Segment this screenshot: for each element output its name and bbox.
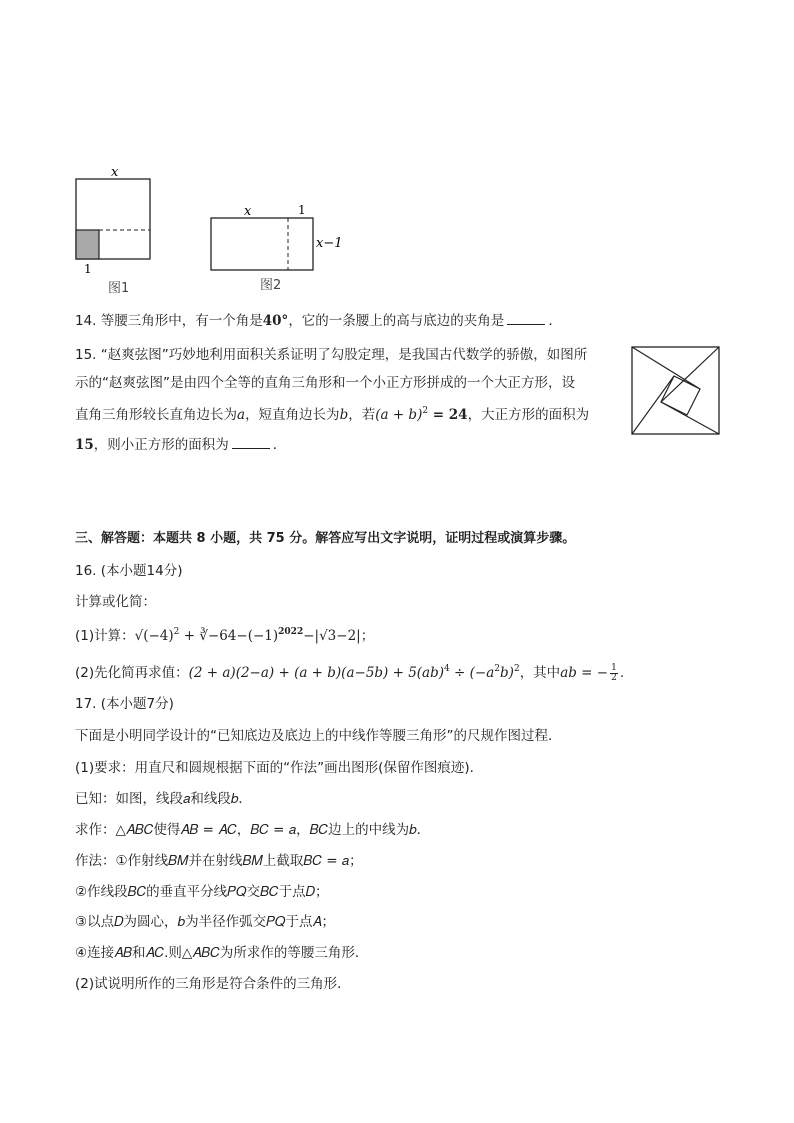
question-17-header: 17. (本小题7分) <box>75 696 174 712</box>
q16-p2-expr-1: (2 + a)(2−a) + (a + b)(a−5b) + 5(ab) <box>188 665 445 681</box>
triangle-edge-3 <box>661 402 719 434</box>
q16-p2-expr-2: ÷ (−a <box>449 665 495 681</box>
q16-p1-end: ； <box>360 628 375 644</box>
question-16-part-1 <box>75 623 374 645</box>
question-17-line-4: 求作：△𝐴𝐵𝐶使得𝐴𝐵 = 𝐴𝐶，𝐵𝐶 = 𝑎，𝐵𝐶边上的中线为𝑏． <box>75 822 431 838</box>
question-15-line-2: 示的“赵爽弦图”是由四个全等的直角三角形和一个小正方形拼成的一个大正方形，设 <box>75 375 575 391</box>
question-17-line-9: (2)试说明所作的三角形是符合条件的三角形． <box>75 976 351 992</box>
inner-square <box>661 376 700 415</box>
figure-2-top-right-label: 1 <box>298 203 306 217</box>
question-15-line-4 <box>75 436 286 454</box>
q16-p2-fraction-numerator: 1 <box>611 662 617 673</box>
q14-end: ． <box>548 313 562 329</box>
question-17-line-1: 下面是小明同学设计的“已知底边及底边上的中线作等腰三角形”的尺规作图过程． <box>75 728 562 744</box>
figure-1-caption: 图1 <box>108 281 130 296</box>
q16-p2-end: . <box>619 665 625 681</box>
q16-p2-condition: ab = − <box>560 665 609 681</box>
q16-p1-expr-2: + ∛−64 <box>179 628 237 644</box>
question-17-line-3: 已知：如图，线段𝑎和线段𝑏． <box>75 791 252 807</box>
q16-p2-fraction <box>610 664 618 683</box>
q15-text-b: ，短直角边长为 <box>245 407 340 423</box>
figure-2 <box>200 195 360 297</box>
q15-var-a: a <box>237 407 246 423</box>
figure-1-shaded-cell <box>76 230 99 259</box>
q15-formula-eq: = 24 <box>428 407 468 423</box>
q15-end: ． <box>272 437 287 453</box>
figure-1 <box>66 162 166 297</box>
question-16-header: 16. (本小题14分) <box>75 563 183 579</box>
q16-p2-exp-2: 2 <box>494 664 501 674</box>
q16-p2-exp-1: 4 <box>444 664 450 674</box>
q15-formula-exp: 2 <box>422 406 429 416</box>
q16-p2-expr-3: b) <box>500 665 514 681</box>
figure-1-corner-label: 1 <box>84 262 92 276</box>
q16-p1-expr-4: −|√3−2| <box>303 628 361 644</box>
figure-1-top-label: x <box>111 165 119 180</box>
q16-p1-expr-3: −(−1) <box>236 628 279 644</box>
q15-text-d: ，大正方形的面积为 <box>467 407 590 423</box>
q16-p2-fraction-denominator: 2 <box>611 672 617 683</box>
q14-answer-blank[interactable] <box>507 312 545 325</box>
q15-text-a: 直角三角形较长直角边长为 <box>75 407 237 423</box>
question-17-line-5: 作法：①作射线𝐵𝑀并在射线𝐵𝑀上截取𝐵𝐶 = 𝑎； <box>75 853 363 869</box>
q16-p2-label: (2)先化简再求值： <box>75 665 189 681</box>
figure-2-top-left-label: x <box>244 204 252 219</box>
triangle-edge-2 <box>661 347 719 402</box>
q15-text-e: ，则小正方形的面积为 <box>93 437 229 453</box>
zhao-shuang-diagram <box>630 345 722 437</box>
triangle-edge-1 <box>632 347 700 389</box>
q16-p2-exp-3: 2 <box>513 664 520 674</box>
question-16-intro: 计算或化简： <box>75 594 156 610</box>
q16-p1-label: (1)计算： <box>75 628 135 644</box>
question-15-line-1: 15. “赵爽弦图”巧妙地利用面积关系证明了勾股定理，是我国古代数学的骄傲，如图所 <box>75 347 588 363</box>
question-17-line-8: ④连接𝐴𝐵和𝐴𝐶.则△𝐴𝐵𝐶为所求作的等腰三角形． <box>75 945 369 961</box>
q15-text-c: ，若 <box>348 407 376 423</box>
q16-p1-exp-2: 2022 <box>278 627 304 637</box>
figure-2-rectangle <box>211 218 313 270</box>
q15-area-value: 15 <box>75 437 94 453</box>
section-3-title: 三、解答题：本题共 8 小题，共 75 分。解答应写出文字说明，证明过程或演算步骤。 <box>75 531 576 546</box>
q16-p2-mid: ，其中 <box>519 665 561 681</box>
q14-text-a: 14. 等腰三角形中，有一个角是 <box>75 313 263 329</box>
figure-2-side-label: x−1 <box>316 236 343 251</box>
question-14 <box>75 312 562 330</box>
question-16-part-2 <box>75 660 624 683</box>
q14-angle: 40° <box>262 313 289 329</box>
q15-formula: (a + b) <box>375 407 423 423</box>
question-17-line-2: (1)要求：用直尺和圆规根据下面的“作法”画出图形(保留作图痕迹)． <box>75 760 484 776</box>
question-15-line-3 <box>75 402 589 424</box>
q15-var-b: b <box>339 407 349 423</box>
q16-p1-exp-1: 2 <box>173 627 180 637</box>
q15-answer-blank[interactable] <box>232 436 270 449</box>
question-17-line-7: ③以点𝐷为圆心，𝑏为半径作弧交𝑃𝑄于点𝐴； <box>75 914 336 930</box>
q14-text-b: ，它的一条腰上的高与底边的夹角是 <box>288 313 505 329</box>
q16-p1-expr-1: √(−4) <box>134 628 174 644</box>
figure-2-caption: 图2 <box>260 278 282 293</box>
question-17-line-6: ②作线段𝐵𝐶的垂直平分线𝑃𝑄交𝐵𝐶于点𝐷； <box>75 884 329 900</box>
